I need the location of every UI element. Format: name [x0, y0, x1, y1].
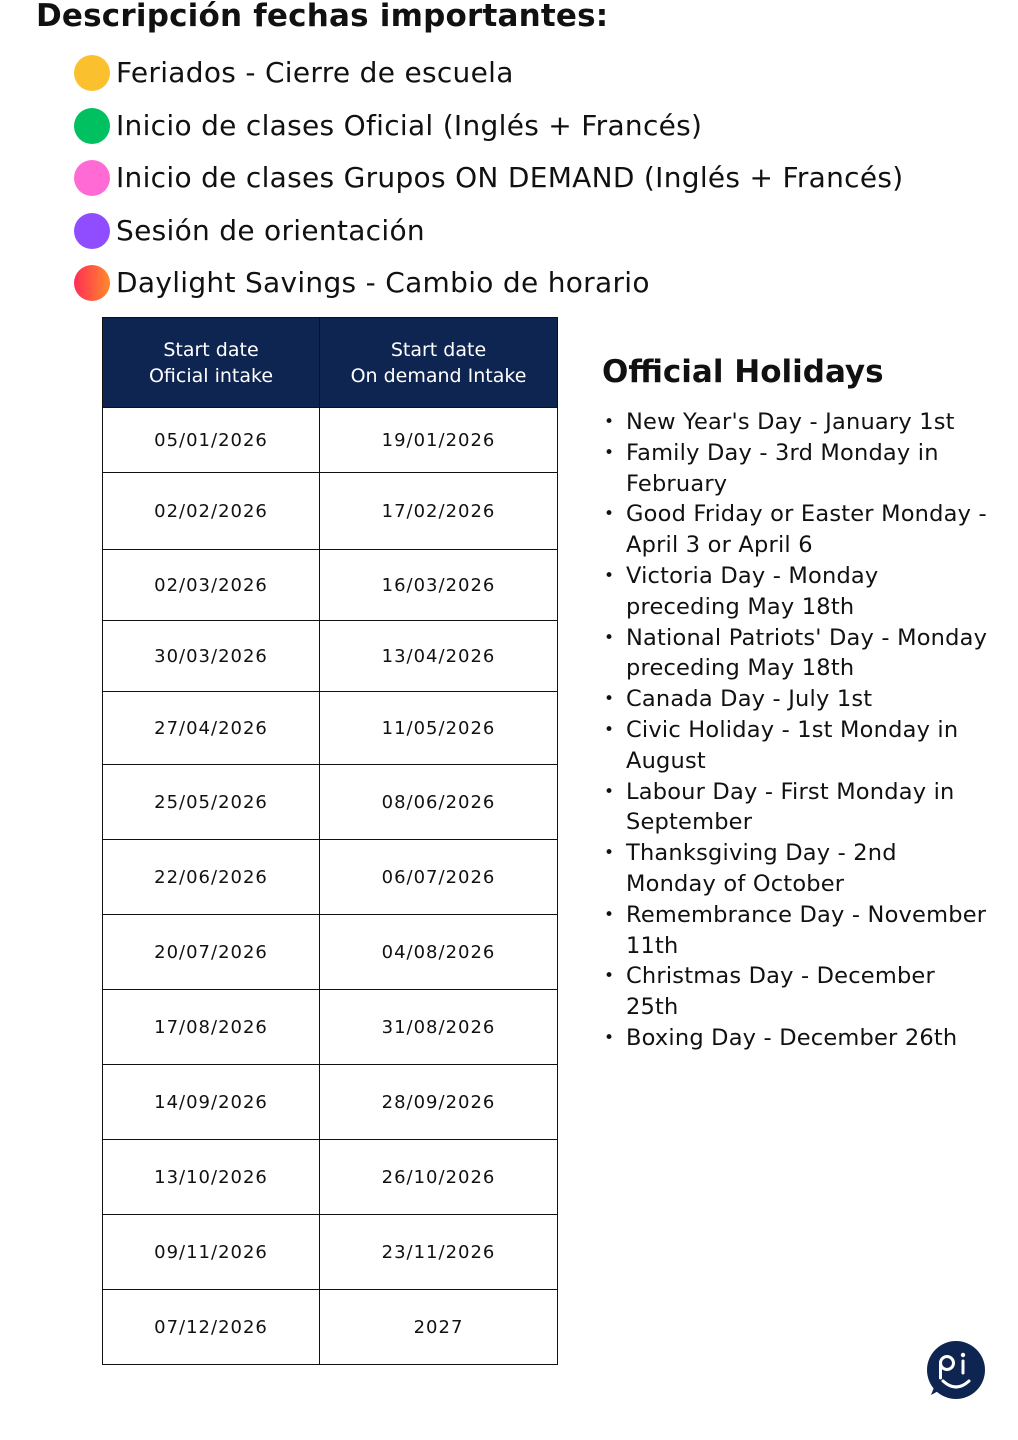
- header-line: Oficial intake: [148, 364, 274, 387]
- table-header-row: [103, 318, 558, 408]
- holiday-item: • Civic Holiday - 1st Monday in August: [602, 715, 992, 777]
- table-row: [103, 1290, 558, 1365]
- yellow-dot-icon: [74, 55, 110, 91]
- official-start-date: 14/09/2026: [103, 1065, 320, 1140]
- holiday-item: • National Patriots' Day - Monday preceding May 18th: [602, 623, 992, 685]
- page-title: Descripción fechas importantes:: [36, 0, 609, 34]
- holiday-item: • Boxing Day - December 26th: [602, 1023, 992, 1054]
- purple-dot-icon: [74, 213, 110, 249]
- table-row: [103, 692, 558, 765]
- table-row: [103, 765, 558, 840]
- legend-item-daylight-savings: [74, 257, 904, 310]
- on-demand-start-date: 17/02/2026: [320, 473, 558, 550]
- legend-item-holidays: [74, 47, 904, 100]
- holiday-item: • Thanksgiving Day - 2nd Monday of October: [602, 838, 992, 900]
- holiday-item: • Victoria Day - Monday preceding May 18th: [602, 561, 992, 623]
- start-dates-table: [102, 317, 558, 1365]
- official-start-date: 09/11/2026: [103, 1215, 320, 1290]
- legend: [74, 47, 904, 310]
- holiday-item: • Canada Day - July 1st: [602, 684, 992, 715]
- holiday-item: • Remembrance Day - November 11th: [602, 900, 992, 962]
- on-demand-start-date: 13/04/2026: [320, 621, 558, 692]
- gradient-dot-icon: [74, 265, 110, 301]
- holiday-item: • Good Friday or Easter Monday - April 3 or April 6: [602, 499, 992, 561]
- header-on-demand-intake: [320, 318, 558, 408]
- table-body: [103, 408, 558, 1365]
- official-start-date: 02/03/2026: [103, 550, 320, 621]
- pink-dot-icon: [74, 160, 110, 196]
- legend-label: Sesión de orientación: [116, 213, 425, 247]
- on-demand-start-date: 26/10/2026: [320, 1140, 558, 1215]
- holidays-list: [602, 407, 992, 1054]
- table-row: [103, 621, 558, 692]
- holiday-item: • Labour Day - First Monday in September: [602, 777, 992, 839]
- legend-item-official-start: [74, 100, 904, 153]
- official-start-date: 22/06/2026: [103, 840, 320, 915]
- on-demand-start-date: 16/03/2026: [320, 550, 558, 621]
- on-demand-start-date: 31/08/2026: [320, 990, 558, 1065]
- table-row: [103, 1215, 558, 1290]
- official-start-date: 20/07/2026: [103, 915, 320, 990]
- on-demand-start-date: 28/09/2026: [320, 1065, 558, 1140]
- on-demand-start-date: 08/06/2026: [320, 765, 558, 840]
- header-line: Start date: [163, 338, 259, 361]
- legend-label: Inicio de clases Grupos ON DEMAND (Inglés + Francés): [116, 161, 904, 195]
- table-row: [103, 915, 558, 990]
- legend-item-orientation: [74, 205, 904, 258]
- legend-label: Daylight Savings - Cambio de horario: [116, 266, 650, 300]
- official-start-date: 30/03/2026: [103, 621, 320, 692]
- table-row: [103, 550, 558, 621]
- on-demand-start-date: 19/01/2026: [320, 408, 558, 473]
- table-row: [103, 1065, 558, 1140]
- official-start-date: 25/05/2026: [103, 765, 320, 840]
- legend-item-on-demand-start: [74, 152, 904, 205]
- table-row: [103, 473, 558, 550]
- header-line: Start date: [390, 338, 487, 361]
- official-start-date: 13/10/2026: [103, 1140, 320, 1215]
- table-row: [103, 408, 558, 473]
- official-start-date: 07/12/2026: [103, 1290, 320, 1365]
- official-start-date: 27/04/2026: [103, 692, 320, 765]
- legend-label: Feriados - Cierre de escuela: [116, 56, 514, 90]
- on-demand-start-date: 2027: [320, 1290, 558, 1365]
- holiday-item: • New Year's Day - January 1st: [602, 407, 992, 438]
- table-row: [103, 990, 558, 1065]
- holiday-item: • Christmas Day - December 25th: [602, 961, 992, 1023]
- green-dot-icon: [74, 108, 110, 144]
- on-demand-start-date: 04/08/2026: [320, 915, 558, 990]
- official-start-date: 02/02/2026: [103, 473, 320, 550]
- header-oficial-intake: [103, 318, 320, 408]
- table-row: [103, 1140, 558, 1215]
- header-line: On demand Intake: [350, 364, 527, 387]
- pj-logo-icon: [927, 1341, 985, 1399]
- official-start-date: 05/01/2026: [103, 408, 320, 473]
- legend-label: Inicio de clases Oficial (Inglés + Francés): [116, 108, 703, 142]
- on-demand-start-date: 11/05/2026: [320, 692, 558, 765]
- official-start-date: 17/08/2026: [103, 990, 320, 1065]
- on-demand-start-date: 23/11/2026: [320, 1215, 558, 1290]
- holiday-item: • Family Day - 3rd Monday in February: [602, 438, 992, 500]
- table-row: [103, 840, 558, 915]
- holidays-title: Official Holidays: [602, 354, 884, 390]
- on-demand-start-date: 06/07/2026: [320, 840, 558, 915]
